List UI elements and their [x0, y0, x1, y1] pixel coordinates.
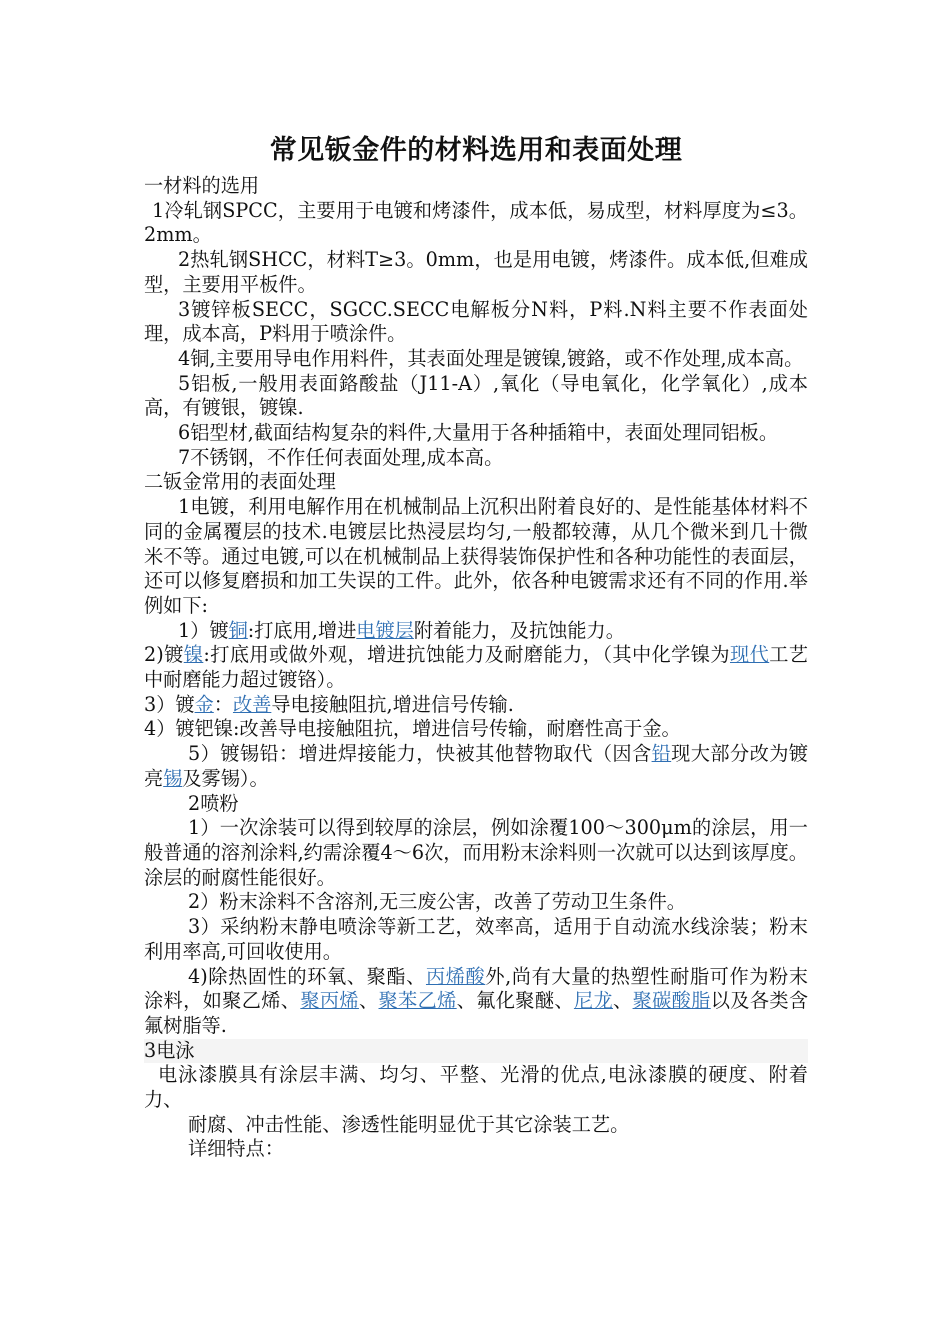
electrophoresis-text: 电泳漆膜具有涂层丰满、均匀、平整、光滑的优点,电泳漆膜的硬度、附着力、 [144, 1063, 808, 1112]
text: 2)镀 [144, 643, 184, 667]
plating-item-copper [144, 619, 808, 644]
text: :打底用或做外观，增进抗蚀能力及耐磨能力，（其中化学镍为 [203, 643, 730, 667]
text: 导电接触阻抗,增进信号传输. [271, 692, 514, 716]
link-nylon[interactable]: 尼龙 [573, 989, 614, 1013]
link-nickel[interactable]: 镍 [183, 643, 204, 667]
powder-item: 2）粉末涂料不含溶剂,无三废公害，改善了劳动卫生条件。 [188, 890, 686, 914]
document-page [144, 130, 808, 1162]
material-item: 2热轧钢SHCC，材料T≥3。0mm，也是用电镀，烤漆件。成本低,但难成型，主要用平板件。 [144, 248, 808, 296]
electrophoresis-text: 耐腐、冲击性能、渗透性能明显优于其它涂装工艺。 [188, 1112, 630, 1136]
plating-item-tin-lead [144, 742, 808, 791]
plating-item-palladium-nickel: 4）镀钯镍:改善导电接触阻抗，增进信号传输，耐磨性高于金。 [144, 717, 681, 741]
text: 以及各类含氟树脂等. [144, 989, 809, 1037]
text: 外,尚有大量的热塑性耐脂可作为粉末涂料，如聚乙烯、 [144, 964, 808, 1013]
powder-item [144, 965, 808, 1039]
link-acrylic[interactable]: 丙烯酸 [425, 964, 486, 988]
link-modern[interactable]: 现代 [729, 643, 770, 667]
link-polypropylene[interactable]: 聚丙烯 [300, 989, 359, 1013]
text: 4)除热固性的环氧、聚酯、 [188, 964, 426, 988]
text: 3）镀 [144, 692, 195, 716]
material-item: 5铝板,一般用表面鉻酸盐（J11-A）,氧化（导电氧化，化学氧化）,成本高，有镀银，镀镍. [144, 371, 808, 420]
electrophoresis-details-label: 详细特点： [188, 1137, 284, 1161]
material-item: 7不锈钢，不作任何表面处理,成本高。 [178, 445, 504, 469]
text: 现大部分改为镀亮 [144, 742, 808, 790]
link-plating-layer[interactable]: 电镀层 [356, 618, 414, 642]
link-copper[interactable]: 铜 [228, 618, 248, 642]
text: 工艺中耐磨能力超过镀铬）。 [144, 643, 808, 692]
material-item: 6铝型材,截面结构复杂的料件,大量用于各种插箱中，表面处理同铝板。 [178, 421, 779, 445]
text: 、 [613, 989, 633, 1013]
text: ： [213, 692, 233, 716]
powder-heading: 2喷粉 [188, 791, 239, 815]
text: 、氟化聚醚、 [456, 989, 574, 1013]
powder-item: 3）采纳粉末静电喷涂等新工艺，效率高，适用于自动流水线涂装；粉末利用率高,可回收使用。 [144, 915, 808, 963]
link-polycarbonate[interactable]: 聚碳酸脂 [632, 989, 711, 1013]
powder-item: 1）一次涂装可以得到较厚的涂层，例如涂覆100～300μm的涂层，用一般普通的溶剂涂料,约需涂覆4～6次，而用粉末涂料则一次就可以达到该厚度。涂层的耐腐性能很好。 [144, 816, 808, 889]
electroplating-intro: 1电镀，利用电解作用在机械制品上沉积出附着良好的、是性能基体材料不同的金属覆层的技术.电镀层比热浸层均匀,一般都较薄，从几个微米到几十微米不等。通过电镀,可以在机械制品上获得装饰保护性和各种功能性的表面层，还可以修复磨损和加工失误的工件。此外，依各种电镀需求还有不同的作用.举例如下: [144, 495, 808, 617]
material-item: 1冷轧钢SPCC，主要用于电镀和烤漆件，成本低，易成型，材料厚度为≤3。2mm。 [144, 198, 808, 247]
text: 1）镀 [178, 618, 229, 642]
plating-item-nickel [144, 643, 808, 692]
electrophoresis-heading: 3电泳 [144, 1039, 808, 1064]
link-gold[interactable]: 金 [194, 692, 214, 716]
text: :打底用,增进 [247, 618, 357, 642]
link-tin[interactable]: 锡 [163, 766, 183, 790]
link-polystyrene[interactable]: 聚苯乙烯 [378, 989, 457, 1013]
text: 、 [358, 989, 379, 1013]
link-improve[interactable]: 改善 [232, 692, 272, 716]
section-heading-surface-treatment: 二钣金常用的表面处理 [144, 470, 336, 494]
link-lead[interactable]: 铅 [651, 742, 672, 766]
document-title: 常见钣金件的材料选用和表面处理 [269, 135, 683, 166]
material-item: 3镀锌板SECC，SGCC.SECC电解板分N料，P料.N料主要不作表面处理，成本高，P料用于喷涂件。 [144, 297, 808, 346]
text: 附着能力，及抗蚀能力。 [413, 618, 625, 642]
plating-item-gold [144, 693, 808, 718]
text: 5）镀锡铅：增进焊接能力，快被其他替物取代（因含 [188, 742, 652, 766]
section-heading-materials: 一材料的选用 [144, 174, 260, 197]
text: 及雾锡）。 [182, 766, 269, 790]
material-item: 4铜,主要用导电作用料件，其表面处理是镀镍,镀鉻，或不作处理,成本高。 [178, 346, 804, 370]
